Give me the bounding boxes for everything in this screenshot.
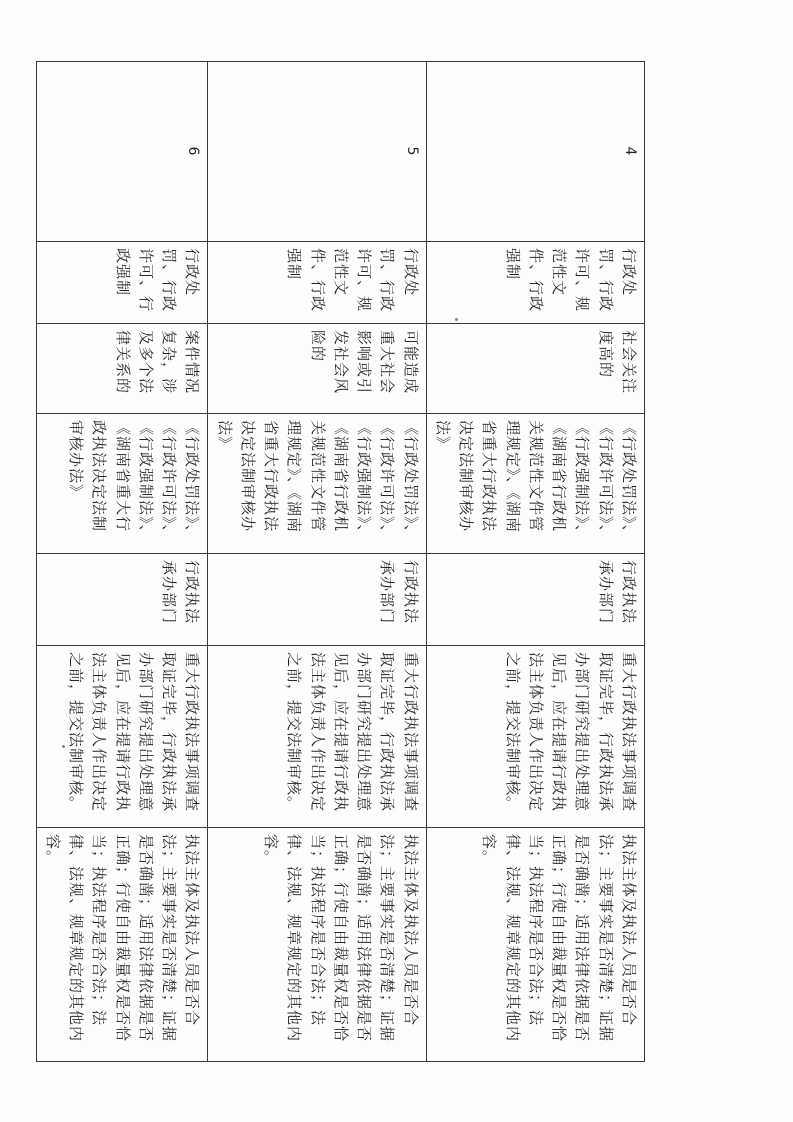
procedure-cell: 重大行政执法事项调查取证完毕，行政执法承办部门研究提出处理意见后，应在提请行政执法主体负责人作出决定之前，提交法制审核。	[36, 646, 208, 828]
condition-cell: 社会关注度高的	[426, 324, 644, 414]
condition-cell: 案件情况复杂，涉及多个法律关系的	[36, 324, 208, 414]
content-cell: 执法主体及执法人员是否合法；主要事实是否清楚；证据是否确凿；适用法律依据是否正确；行使自由裁量权是否恰当；执法程序是否合法；法律、法规、规章规定的其他内容。	[36, 828, 208, 1062]
content-cell: 执法主体及执法人员是否合法；主要事实是否清楚；证据是否确凿；适用法律依据是否正确；行使自由裁量权是否恰当；执法程序是否合法；法律、法规、规章规定的其他内容。	[426, 828, 644, 1062]
review-items-table	[36, 61, 645, 1062]
scan-speck	[62, 745, 65, 748]
row-number: 6	[36, 62, 208, 242]
table-row	[426, 62, 644, 1062]
category-cell: 行政处罚、行政许可、行政强制	[36, 242, 208, 324]
condition-cell: 可能造成重大社会影响或引发社会风险的	[208, 324, 426, 414]
table-row	[36, 62, 208, 1062]
rotated-table-container	[44, 61, 645, 1061]
category-cell: 行政处罚、行政许可、规范性文件、行政强制	[208, 242, 426, 324]
procedure-cell: 重大行政执法事项调查取证完毕，行政执法承办部门研究提出处理意见后，应在提请行政执法主体负责人作出决定之前，提交法制审核。	[208, 646, 426, 828]
table-row	[208, 62, 426, 1062]
procedure-cell: 重大行政执法事项调查取证完毕，行政执法承办部门研究提出处理意见后，应在提请行政执法主体负责人作出决定之前，提交法制审核。	[426, 646, 644, 828]
department-cell: 行政执法承办部门	[426, 554, 644, 646]
content-cell: 执法主体及执法人员是否合法；主要事实是否清楚；证据是否确凿；适用法律依据是否正确；行使自由裁量权是否恰当；执法程序是否合法；法律、法规、规章规定的其他内容。	[208, 828, 426, 1062]
category-cell: 行政处罚、行政许可、规范性文件、行政强制	[426, 242, 644, 324]
basis-cell: 《行政处罚法》、《行政许可法》、《行政强制法》、《湖南省重大行政执法决定法制审核办法》	[36, 414, 208, 554]
row-number: 5	[208, 62, 426, 242]
scan-speck	[455, 318, 458, 321]
basis-cell: 《行政处罚法》、《行政许可法》、《行政强制法》、《湖南省行政机关规范性文件管理规定》、《湖南省重大行政执法决定法制审核办法》	[426, 414, 644, 554]
basis-cell: 《行政处罚法》、《行政许可法》、《行政强制法》、《湖南省行政机关规范性文件管理规定》、《湖南省重大行政执法决定法制审核办法》	[208, 414, 426, 554]
row-number: 4	[426, 62, 644, 242]
department-cell: 行政执法承办部门	[208, 554, 426, 646]
department-cell: 行政执法承办部门	[36, 554, 208, 646]
